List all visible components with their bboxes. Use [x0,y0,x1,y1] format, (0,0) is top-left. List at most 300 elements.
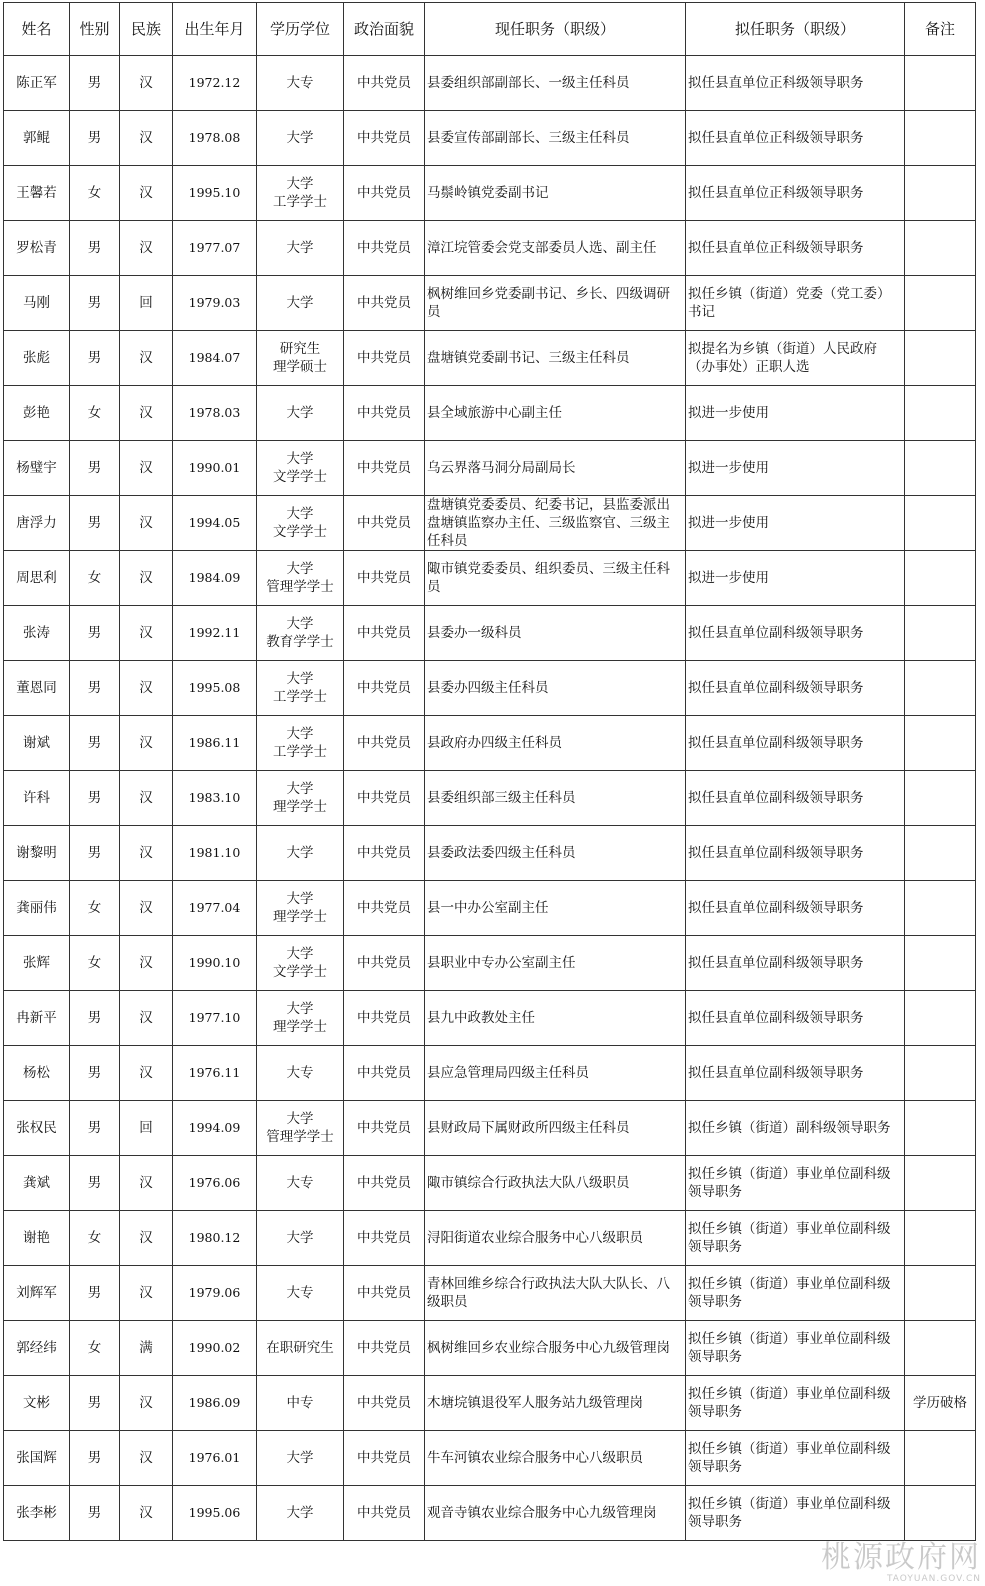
cell-note [905,56,976,111]
table-row [4,1266,976,1321]
cell-name: 唐浮力 [4,496,70,551]
education-line: 大学 [286,781,314,797]
cell-proposed-position: 拟任乡镇（街道）事业单位副科级领导职务 [686,1376,905,1431]
cell-proposed-position: 拟任乡镇（街道）事业单位副科级领导职务 [686,1156,905,1211]
cell-ethnicity: 汉 [120,56,173,111]
cell-ethnicity: 回 [120,1101,173,1156]
cell-gender: 男 [70,826,120,881]
cell-ethnicity: 回 [120,276,173,331]
cell-party: 中共党员 [344,56,425,111]
header-note: 备注 [905,3,976,56]
cell-gender: 男 [70,1156,120,1211]
cell-party: 中共党员 [344,606,425,661]
cell-name: 谢斌 [4,716,70,771]
education-line: 在职研究生 [266,1340,334,1356]
cell-ethnicity: 汉 [120,496,173,551]
cell-education [257,606,344,661]
table-row [4,551,976,606]
cell-current-position: 枫树维回乡党委副书记、乡长、四级调研员 [425,276,686,331]
cell-proposed-position: 拟任乡镇（街道）党委（党工委）书记 [686,276,905,331]
cell-proposed-position: 拟任乡镇（街道）事业单位副科级领导职务 [686,1266,905,1321]
cell-ethnicity: 汉 [120,111,173,166]
table-row [4,1486,976,1541]
cell-gender: 男 [70,771,120,826]
cell-note [905,221,976,276]
cell-current-position: 青林回维乡综合行政执法大队大队长、八级职员 [425,1266,686,1321]
cell-birth: 1995.06 [173,1486,257,1541]
education-line: 大专 [286,1285,314,1301]
cell-gender: 男 [70,991,120,1046]
cell-ethnicity: 汉 [120,826,173,881]
cell-party: 中共党员 [344,1486,425,1541]
cell-education [257,716,344,771]
cell-ethnicity: 汉 [120,1486,173,1541]
cell-proposed-position: 拟任县直单位副科级领导职务 [686,1046,905,1101]
education-line: 管理学学士 [266,579,334,595]
cell-current-position: 陬市镇党委委员、组织委员、三级主任科员 [425,551,686,606]
cell-proposed-position: 拟任县直单位副科级领导职务 [686,881,905,936]
cell-proposed-position: 拟进一步使用 [686,386,905,441]
education-line: 大学 [286,240,314,256]
cell-ethnicity: 汉 [120,1376,173,1431]
cell-name: 张彪 [4,331,70,386]
table-row [4,221,976,276]
cell-current-position: 县委政法委四级主任科员 [425,826,686,881]
cell-birth: 1976.06 [173,1156,257,1211]
cell-party: 中共党员 [344,1211,425,1266]
cell-education [257,331,344,386]
cell-party: 中共党员 [344,716,425,771]
cell-gender: 男 [70,111,120,166]
cell-proposed-position: 拟任乡镇（街道）事业单位副科级领导职务 [686,1211,905,1266]
cell-gender: 女 [70,166,120,221]
cell-proposed-position: 拟任县直单位正科级领导职务 [686,166,905,221]
education-line: 文学学士 [273,964,327,980]
education-line: 大学 [286,451,314,467]
table-row [4,276,976,331]
cell-name: 刘辉军 [4,1266,70,1321]
cell-education [257,1266,344,1321]
cell-gender: 男 [70,1101,120,1156]
cell-proposed-position: 拟任乡镇（街道）副科级领导职务 [686,1101,905,1156]
cell-party: 中共党员 [344,276,425,331]
cell-birth: 1980.12 [173,1211,257,1266]
table-row [4,1211,976,1266]
cell-current-position: 县应急管理局四级主任科员 [425,1046,686,1101]
cell-note [905,386,976,441]
education-line: 大专 [286,75,314,91]
cell-birth: 1992.11 [173,606,257,661]
education-line: 大学 [286,1230,314,1246]
cell-party: 中共党员 [344,1156,425,1211]
cell-party: 中共党员 [344,1376,425,1431]
cell-note [905,441,976,496]
education-line: 大学 [286,295,314,311]
cell-current-position: 漳江垸管委会党支部委员人选、副主任 [425,221,686,276]
header-proposed-position: 拟任职务（职级） [686,3,905,56]
cell-current-position: 盘塘镇党委副书记、三级主任科员 [425,331,686,386]
cell-ethnicity: 汉 [120,881,173,936]
table-row [4,991,976,1046]
cell-proposed-position: 拟任县直单位正科级领导职务 [686,221,905,276]
cell-education [257,551,344,606]
cell-current-position: 县委组织部三级主任科员 [425,771,686,826]
education-line: 大专 [286,1065,314,1081]
cell-education [257,1156,344,1211]
cell-ethnicity: 汉 [120,991,173,1046]
cell-note [905,331,976,386]
cell-party: 中共党员 [344,1321,425,1376]
table-row [4,386,976,441]
watermark-url: TAOYUAN.GOV.CN [887,1574,981,1584]
table-row [4,936,976,991]
cell-birth: 1990.10 [173,936,257,991]
education-line: 工学学士 [273,194,327,210]
cell-proposed-position: 拟任乡镇（街道）事业单位副科级领导职务 [686,1431,905,1486]
cell-note [905,1211,976,1266]
cell-current-position: 牛车河镇农业综合服务中心八级职员 [425,1431,686,1486]
cell-proposed-position: 拟任县直单位副科级领导职务 [686,661,905,716]
table-row [4,56,976,111]
cell-birth: 1986.09 [173,1376,257,1431]
cell-ethnicity: 汉 [120,936,173,991]
cell-current-position: 陬市镇综合行政执法大队八级职员 [425,1156,686,1211]
cell-education [257,1376,344,1431]
cell-birth: 1986.11 [173,716,257,771]
cell-party: 中共党员 [344,1266,425,1321]
table-row [4,1101,976,1156]
header-party: 政治面貌 [344,3,425,56]
cell-birth: 1977.10 [173,991,257,1046]
cell-education [257,826,344,881]
cell-name: 张国辉 [4,1431,70,1486]
table-row [4,1046,976,1101]
cell-name: 谢黎明 [4,826,70,881]
cell-gender: 男 [70,1376,120,1431]
cell-ethnicity: 汉 [120,771,173,826]
cell-note [905,771,976,826]
cell-ethnicity: 汉 [120,331,173,386]
cell-proposed-position: 拟进一步使用 [686,496,905,551]
cell-birth: 1990.02 [173,1321,257,1376]
cell-education [257,1101,344,1156]
cell-ethnicity: 满 [120,1321,173,1376]
education-line: 理学学士 [273,909,327,925]
cell-birth: 1976.01 [173,1431,257,1486]
table-header-row [4,3,976,56]
cell-party: 中共党员 [344,661,425,716]
cell-note [905,111,976,166]
cell-ethnicity: 汉 [120,1046,173,1101]
cell-name: 杨璧宇 [4,441,70,496]
cell-note [905,716,976,771]
cell-note [905,551,976,606]
education-line: 理学学士 [273,799,327,815]
cell-note [905,1486,976,1541]
cell-education [257,936,344,991]
education-line: 大学 [286,891,314,907]
cell-proposed-position: 拟任县直单位副科级领导职务 [686,936,905,991]
education-line: 工学学士 [273,689,327,705]
education-line: 文学学士 [273,469,327,485]
cell-proposed-position: 拟任乡镇（街道）事业单位副科级领导职务 [686,1321,905,1376]
table-row [4,606,976,661]
cell-gender: 男 [70,606,120,661]
cell-ethnicity: 汉 [120,1266,173,1321]
education-line: 理学硕士 [273,359,327,375]
cell-birth: 1994.09 [173,1101,257,1156]
cell-party: 中共党员 [344,386,425,441]
cell-name: 龚丽伟 [4,881,70,936]
education-line: 管理学学士 [266,1129,334,1145]
education-line: 中专 [286,1395,314,1411]
cell-party: 中共党员 [344,441,425,496]
education-line: 大学 [286,176,314,192]
cell-ethnicity: 汉 [120,166,173,221]
table-row [4,881,976,936]
header-current-position: 现任职务（职级） [425,3,686,56]
table-row [4,661,976,716]
header-ethnicity: 民族 [120,3,173,56]
table-row [4,1431,976,1486]
cell-name: 张涛 [4,606,70,661]
cell-birth: 1983.10 [173,771,257,826]
cell-name: 张李彬 [4,1486,70,1541]
cell-note [905,1266,976,1321]
cell-party: 中共党员 [344,221,425,276]
cell-gender: 女 [70,386,120,441]
cell-current-position: 观音寺镇农业综合服务中心九级管理岗 [425,1486,686,1541]
cell-ethnicity: 汉 [120,1156,173,1211]
cell-birth: 1976.11 [173,1046,257,1101]
cell-birth: 1977.07 [173,221,257,276]
cell-gender: 男 [70,1431,120,1486]
cell-education [257,276,344,331]
cell-gender: 男 [70,661,120,716]
cell-party: 中共党员 [344,936,425,991]
cell-birth: 1995.10 [173,166,257,221]
cell-education [257,386,344,441]
education-line: 大学 [286,1001,314,1017]
cell-note [905,1101,976,1156]
cell-current-position: 县委办一级科员 [425,606,686,661]
cell-gender: 女 [70,551,120,606]
table-row [4,1321,976,1376]
education-line: 大专 [286,1175,314,1191]
cell-note [905,661,976,716]
cell-current-position: 马鬃岭镇党委副书记 [425,166,686,221]
education-line: 大学 [286,616,314,632]
cell-birth: 1990.01 [173,441,257,496]
cell-party: 中共党员 [344,826,425,881]
cell-education [257,661,344,716]
table-row [4,1156,976,1211]
cell-birth: 1981.10 [173,826,257,881]
cell-current-position: 县职业中专办公室副主任 [425,936,686,991]
cell-education [257,56,344,111]
cell-note [905,1156,976,1211]
cell-gender: 男 [70,276,120,331]
cell-name: 文彬 [4,1376,70,1431]
cell-gender: 女 [70,1321,120,1376]
education-line: 大学 [286,726,314,742]
cell-note: 学历破格 [905,1376,976,1431]
cell-current-position: 县一中办公室副主任 [425,881,686,936]
cell-name: 彭艳 [4,386,70,441]
cell-proposed-position: 拟提名为乡镇（街道）人民政府（办事处）正职人选 [686,331,905,386]
cell-birth: 1978.08 [173,111,257,166]
cell-proposed-position: 拟任县直单位副科级领导职务 [686,716,905,771]
cell-note [905,991,976,1046]
header-education: 学历学位 [257,3,344,56]
cell-party: 中共党员 [344,331,425,386]
cell-gender: 男 [70,496,120,551]
education-line: 文学学士 [273,524,327,540]
education-line: 大学 [286,405,314,421]
education-line: 大学 [286,946,314,962]
cell-current-position: 枫树维回乡农业综合服务中心九级管理岗 [425,1321,686,1376]
cell-proposed-position: 拟进一步使用 [686,551,905,606]
cell-current-position: 县委组织部副部长、一级主任科员 [425,56,686,111]
cell-note [905,276,976,331]
cell-gender: 男 [70,441,120,496]
cell-current-position: 盘塘镇党委委员、纪委书记，县监委派出盘塘镇监察办主任、三级监察官、三级主任科员 [425,496,686,551]
cell-party: 中共党员 [344,496,425,551]
cell-ethnicity: 汉 [120,1431,173,1486]
cell-education [257,1321,344,1376]
cell-name: 王馨若 [4,166,70,221]
cell-party: 中共党员 [344,1046,425,1101]
cell-name: 冉新平 [4,991,70,1046]
cell-proposed-position: 拟任县直单位正科级领导职务 [686,111,905,166]
education-line: 大学 [286,671,314,687]
cell-current-position: 县委办四级主任科员 [425,661,686,716]
cell-party: 中共党员 [344,991,425,1046]
cell-note [905,496,976,551]
cell-birth: 1977.04 [173,881,257,936]
cell-ethnicity: 汉 [120,221,173,276]
education-line: 大学 [286,506,314,522]
education-line: 教育学学士 [266,634,334,650]
cell-name: 郭经纬 [4,1321,70,1376]
cell-birth: 1978.03 [173,386,257,441]
cell-education [257,991,344,1046]
cell-party: 中共党员 [344,771,425,826]
cell-gender: 男 [70,1486,120,1541]
cell-name: 董恩同 [4,661,70,716]
cell-party: 中共党员 [344,551,425,606]
cell-note [905,936,976,991]
cell-note [905,881,976,936]
cell-party: 中共党员 [344,1431,425,1486]
cell-party: 中共党员 [344,1101,425,1156]
cell-ethnicity: 汉 [120,1211,173,1266]
cell-education [257,166,344,221]
cell-proposed-position: 拟任县直单位副科级领导职务 [686,606,905,661]
cell-party: 中共党员 [344,881,425,936]
cell-party: 中共党员 [344,111,425,166]
cell-name: 杨松 [4,1046,70,1101]
cell-gender: 男 [70,331,120,386]
table-row [4,1376,976,1431]
cell-gender: 女 [70,1211,120,1266]
cell-ethnicity: 汉 [120,551,173,606]
cell-education [257,111,344,166]
cell-proposed-position: 拟任县直单位正科级领导职务 [686,56,905,111]
cell-party: 中共党员 [344,166,425,221]
cell-name: 郭鲲 [4,111,70,166]
cell-gender: 男 [70,56,120,111]
cell-birth: 1979.06 [173,1266,257,1321]
cell-proposed-position: 拟进一步使用 [686,441,905,496]
cell-name: 许科 [4,771,70,826]
cell-name: 周思利 [4,551,70,606]
education-line: 大学 [286,845,314,861]
cell-birth: 1979.03 [173,276,257,331]
header-birth: 出生年月 [173,3,257,56]
education-line: 工学学士 [273,744,327,760]
cell-education [257,771,344,826]
cell-current-position: 县九中政教处主任 [425,991,686,1046]
cell-proposed-position: 拟任县直单位副科级领导职务 [686,771,905,826]
table-row [4,441,976,496]
cell-name: 马刚 [4,276,70,331]
cell-ethnicity: 汉 [120,441,173,496]
cell-education [257,441,344,496]
cell-name: 龚斌 [4,1156,70,1211]
cell-current-position: 县财政局下属财政所四级主任科员 [425,1101,686,1156]
cell-current-position: 县政府办四级主任科员 [425,716,686,771]
cell-current-position: 木塘垸镇退役军人服务站九级管理岗 [425,1376,686,1431]
header-name: 姓名 [4,3,70,56]
cell-current-position: 浔阳街道农业综合服务中心八级职员 [425,1211,686,1266]
education-line: 大学 [286,1450,314,1466]
header-gender: 性别 [70,3,120,56]
cell-birth: 1994.05 [173,496,257,551]
education-line: 大学 [286,561,314,577]
cell-birth: 1984.09 [173,551,257,606]
education-line: 大学 [286,130,314,146]
table-row [4,826,976,881]
cell-name: 张辉 [4,936,70,991]
table-body [4,56,976,1541]
cell-name: 罗松青 [4,221,70,276]
cell-education [257,1211,344,1266]
cell-proposed-position: 拟任乡镇（街道）事业单位副科级领导职务 [686,1486,905,1541]
cell-education [257,881,344,936]
cell-note [905,1431,976,1486]
cell-note [905,166,976,221]
cell-gender: 男 [70,716,120,771]
cell-name: 张权民 [4,1101,70,1156]
cell-gender: 男 [70,1266,120,1321]
cell-proposed-position: 拟任县直单位副科级领导职务 [686,826,905,881]
cell-note [905,606,976,661]
cell-education [257,1046,344,1101]
cell-ethnicity: 汉 [120,386,173,441]
education-line: 研究生 [279,341,321,357]
table-row [4,716,976,771]
table-row [4,331,976,386]
cell-note [905,1321,976,1376]
education-line: 理学学士 [273,1019,327,1035]
cell-note [905,1046,976,1101]
table-row [4,166,976,221]
cell-current-position: 乌云界落马洞分局副局长 [425,441,686,496]
cadre-roster-table [3,2,976,1541]
cell-ethnicity: 汉 [120,606,173,661]
cell-proposed-position: 拟任县直单位副科级领导职务 [686,991,905,1046]
